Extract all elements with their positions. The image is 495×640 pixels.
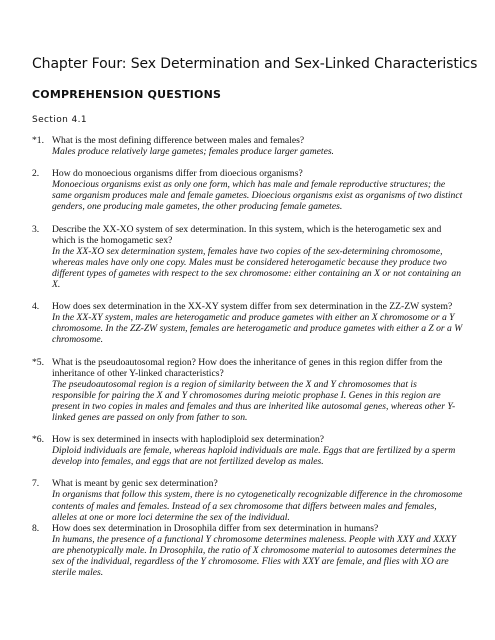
question-item — [32, 168, 463, 212]
question-number: *5. — [32, 356, 44, 368]
question-text: How is sex determined in insects with haplodiploid sex determination? — [52, 434, 325, 446]
question-number: *6. — [32, 434, 44, 446]
answer-text: Monoecious organisms exist as only one form, which has male and female reproductive structures; the same organism produces male and female gametes. Dioecious organisms exist as organisms of two distinct genders, one producing male gametes, the other producing female gametes. — [52, 179, 463, 213]
question-text: What is the most defining difference between males and females? — [52, 135, 305, 146]
answer-text: In humans, the presence of a functional Y chromosome determines maleness. People with XXY and XXXY are phenotypically male. In Drosophila, the ratio of X chromosome material to autosomes determines the sex of the individual, regardless of the Y chromosome. Flies with XXY are female, and flies with XO are sterile males. — [52, 533, 457, 579]
question-number: 4. — [32, 301, 40, 313]
question-item — [32, 434, 463, 467]
question-text: How do monoecious organisms differ from dioecious organisms? — [52, 168, 303, 180]
question-text: How does sex determination in Drosophila differ from sex determination in humans? — [52, 522, 379, 534]
answer-text: The pseudoautosomal region is a region of similarity between the X and Y chromosomes that is responsible for pairing the X and Y chromosomes during meiotic prophase I. Genes in this region are present in two copies in males and females and thus are inherited like autosomal genes, whereas other Y-linked genes are passed on only from father to son. — [52, 378, 456, 423]
question-item — [32, 301, 463, 345]
section-heading: COMPREHENSION QUESTIONS — [32, 88, 222, 101]
chapter-title: Chapter Four: Sex Determination and Sex-Linked Characteristics — [32, 56, 478, 72]
answer-text: Diploid individuals are female, whereas haploid individuals are male. Eggs that are fertilized by a sperm develop into females, and eggs that are not fertilized develop as males. — [52, 445, 456, 468]
question-item — [32, 478, 463, 522]
question-text: What is the pseudoautosomal region? How does the inheritance of genes in this region differ from the inheritance of other Y-linked characteristics? — [52, 356, 443, 379]
question-number: 7. — [32, 478, 40, 490]
question-number: 3. — [32, 223, 40, 235]
answer-text: In organisms that follow this system, there is no cytogenetically recognizable difference in the chromosome contents of males and females. Instead of a sex chromosome that differs between males and females, alleles at one or more loci determine the sex of the individual. — [52, 489, 463, 523]
question-text: Describe the XX-XO system of sex determination. In this system, which is the heterogametic sex and which is the homogametic sex? — [52, 223, 442, 246]
question-item — [32, 135, 463, 157]
question-item — [32, 357, 463, 424]
question-item — [32, 523, 463, 578]
question-number: 8. — [32, 522, 40, 534]
answer-text: In the XX-XO sex determination system, females have two copies of the sex-determining chromosome, whereas males have only one copy. Males must be considered heterogametic because they produce two different types of gametes with respect to the sex chromosome: either containing an X or not containing an X. — [52, 245, 461, 291]
answer-text: Males produce relatively large gametes; females produce larger gametes. — [52, 146, 334, 158]
question-list — [32, 135, 463, 578]
question-number: 2. — [32, 168, 40, 180]
question-number: *1. — [32, 135, 44, 146]
answer-text: In the XX-XY system, males are heterogametic and produce gametes with either an X chromosome or a Y chromosome. In the ZZ-ZW system, females are heterogametic and produce gametes with either a Z or a W chromosome. — [52, 312, 463, 346]
subsection-heading: Section 4.1 — [32, 115, 88, 125]
question-text: How does sex determination in the XX-XY system differ from sex determination in the ZZ-ZW system? — [52, 301, 453, 313]
question-text: What is meant by genic sex determination? — [52, 478, 218, 490]
question-item — [32, 224, 463, 291]
